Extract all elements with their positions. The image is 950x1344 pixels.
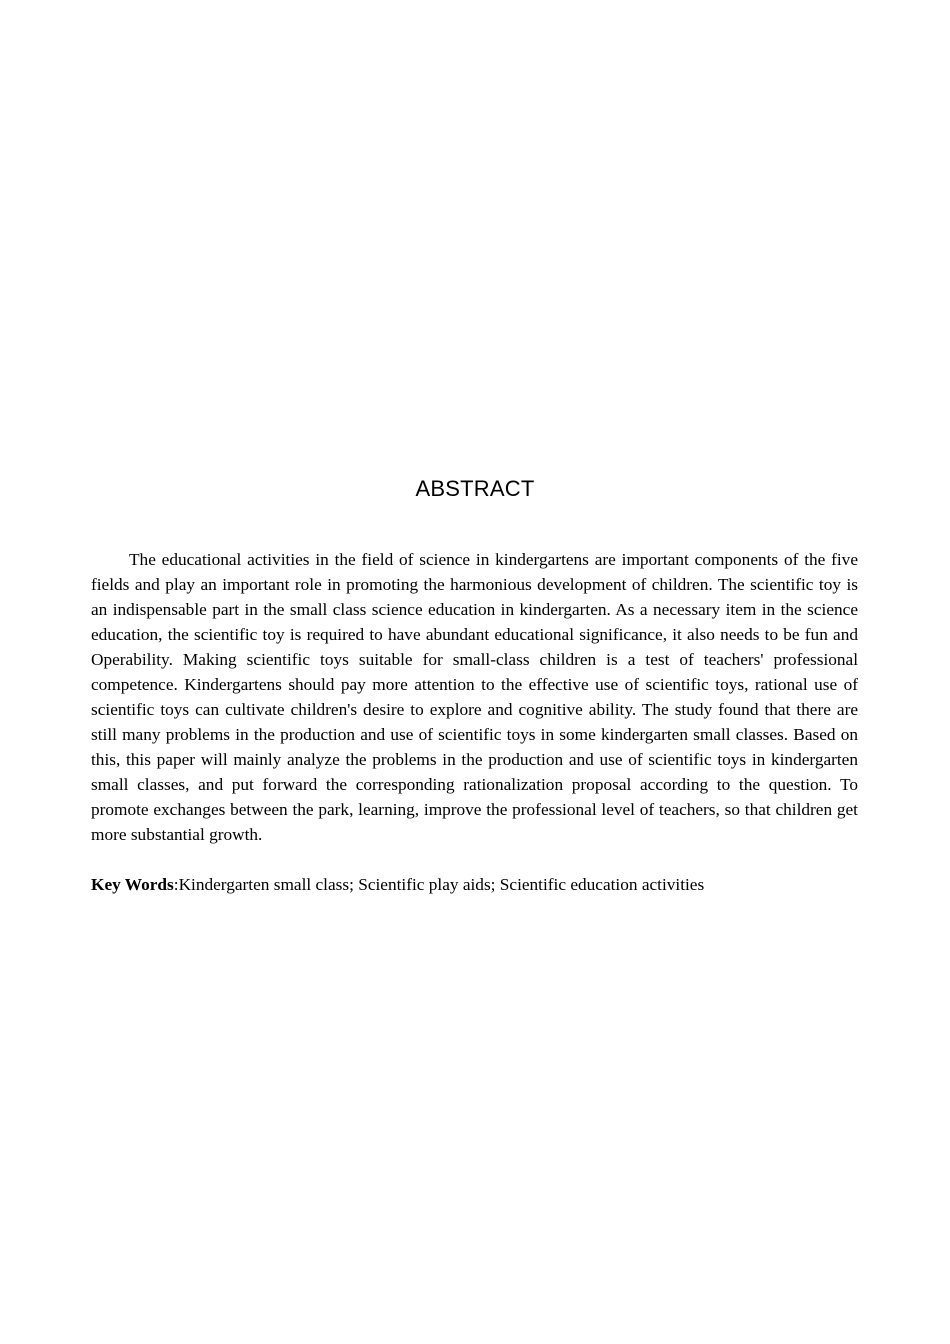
keywords-separator: : xyxy=(173,875,179,894)
abstract-title: ABSTRACT xyxy=(415,476,535,501)
abstract-paragraph: The educational activities in the field of science in kindergartens are important components of the five fields and play an important role in promoting the harmonious development of children. The scientific toy is an indispensable part in the small class science education in kindergarten. As a necessary item in the science education, the scientific toy is required to have abundant educational significance, it also needs to be fun and Operability. Making scientific toys suitable for small-class children is a test of teachers' professional competence. Kindergartens should pay more attention to the effective use of scientific toys, rational use of scientific toys can cultivate children's desire to explore and cognitive ability. The study found that there are still many problems in the production and use of scientific toys in some kindergarten small classes. Based on this, this paper will mainly analyze the problems in the production and use of scientific toys in kindergarten small classes, and put forward the corresponding rationalization proposal according to the question. To promote exchanges between the park, learning, improve the professional level of teachers, so that children get more substantial growth. xyxy=(91,550,858,844)
keywords-line xyxy=(91,872,858,897)
keywords-text: Kindergarten small class; Scientific play aids; Scientific education activities xyxy=(178,875,705,894)
keywords-label: Key Words xyxy=(91,875,174,894)
